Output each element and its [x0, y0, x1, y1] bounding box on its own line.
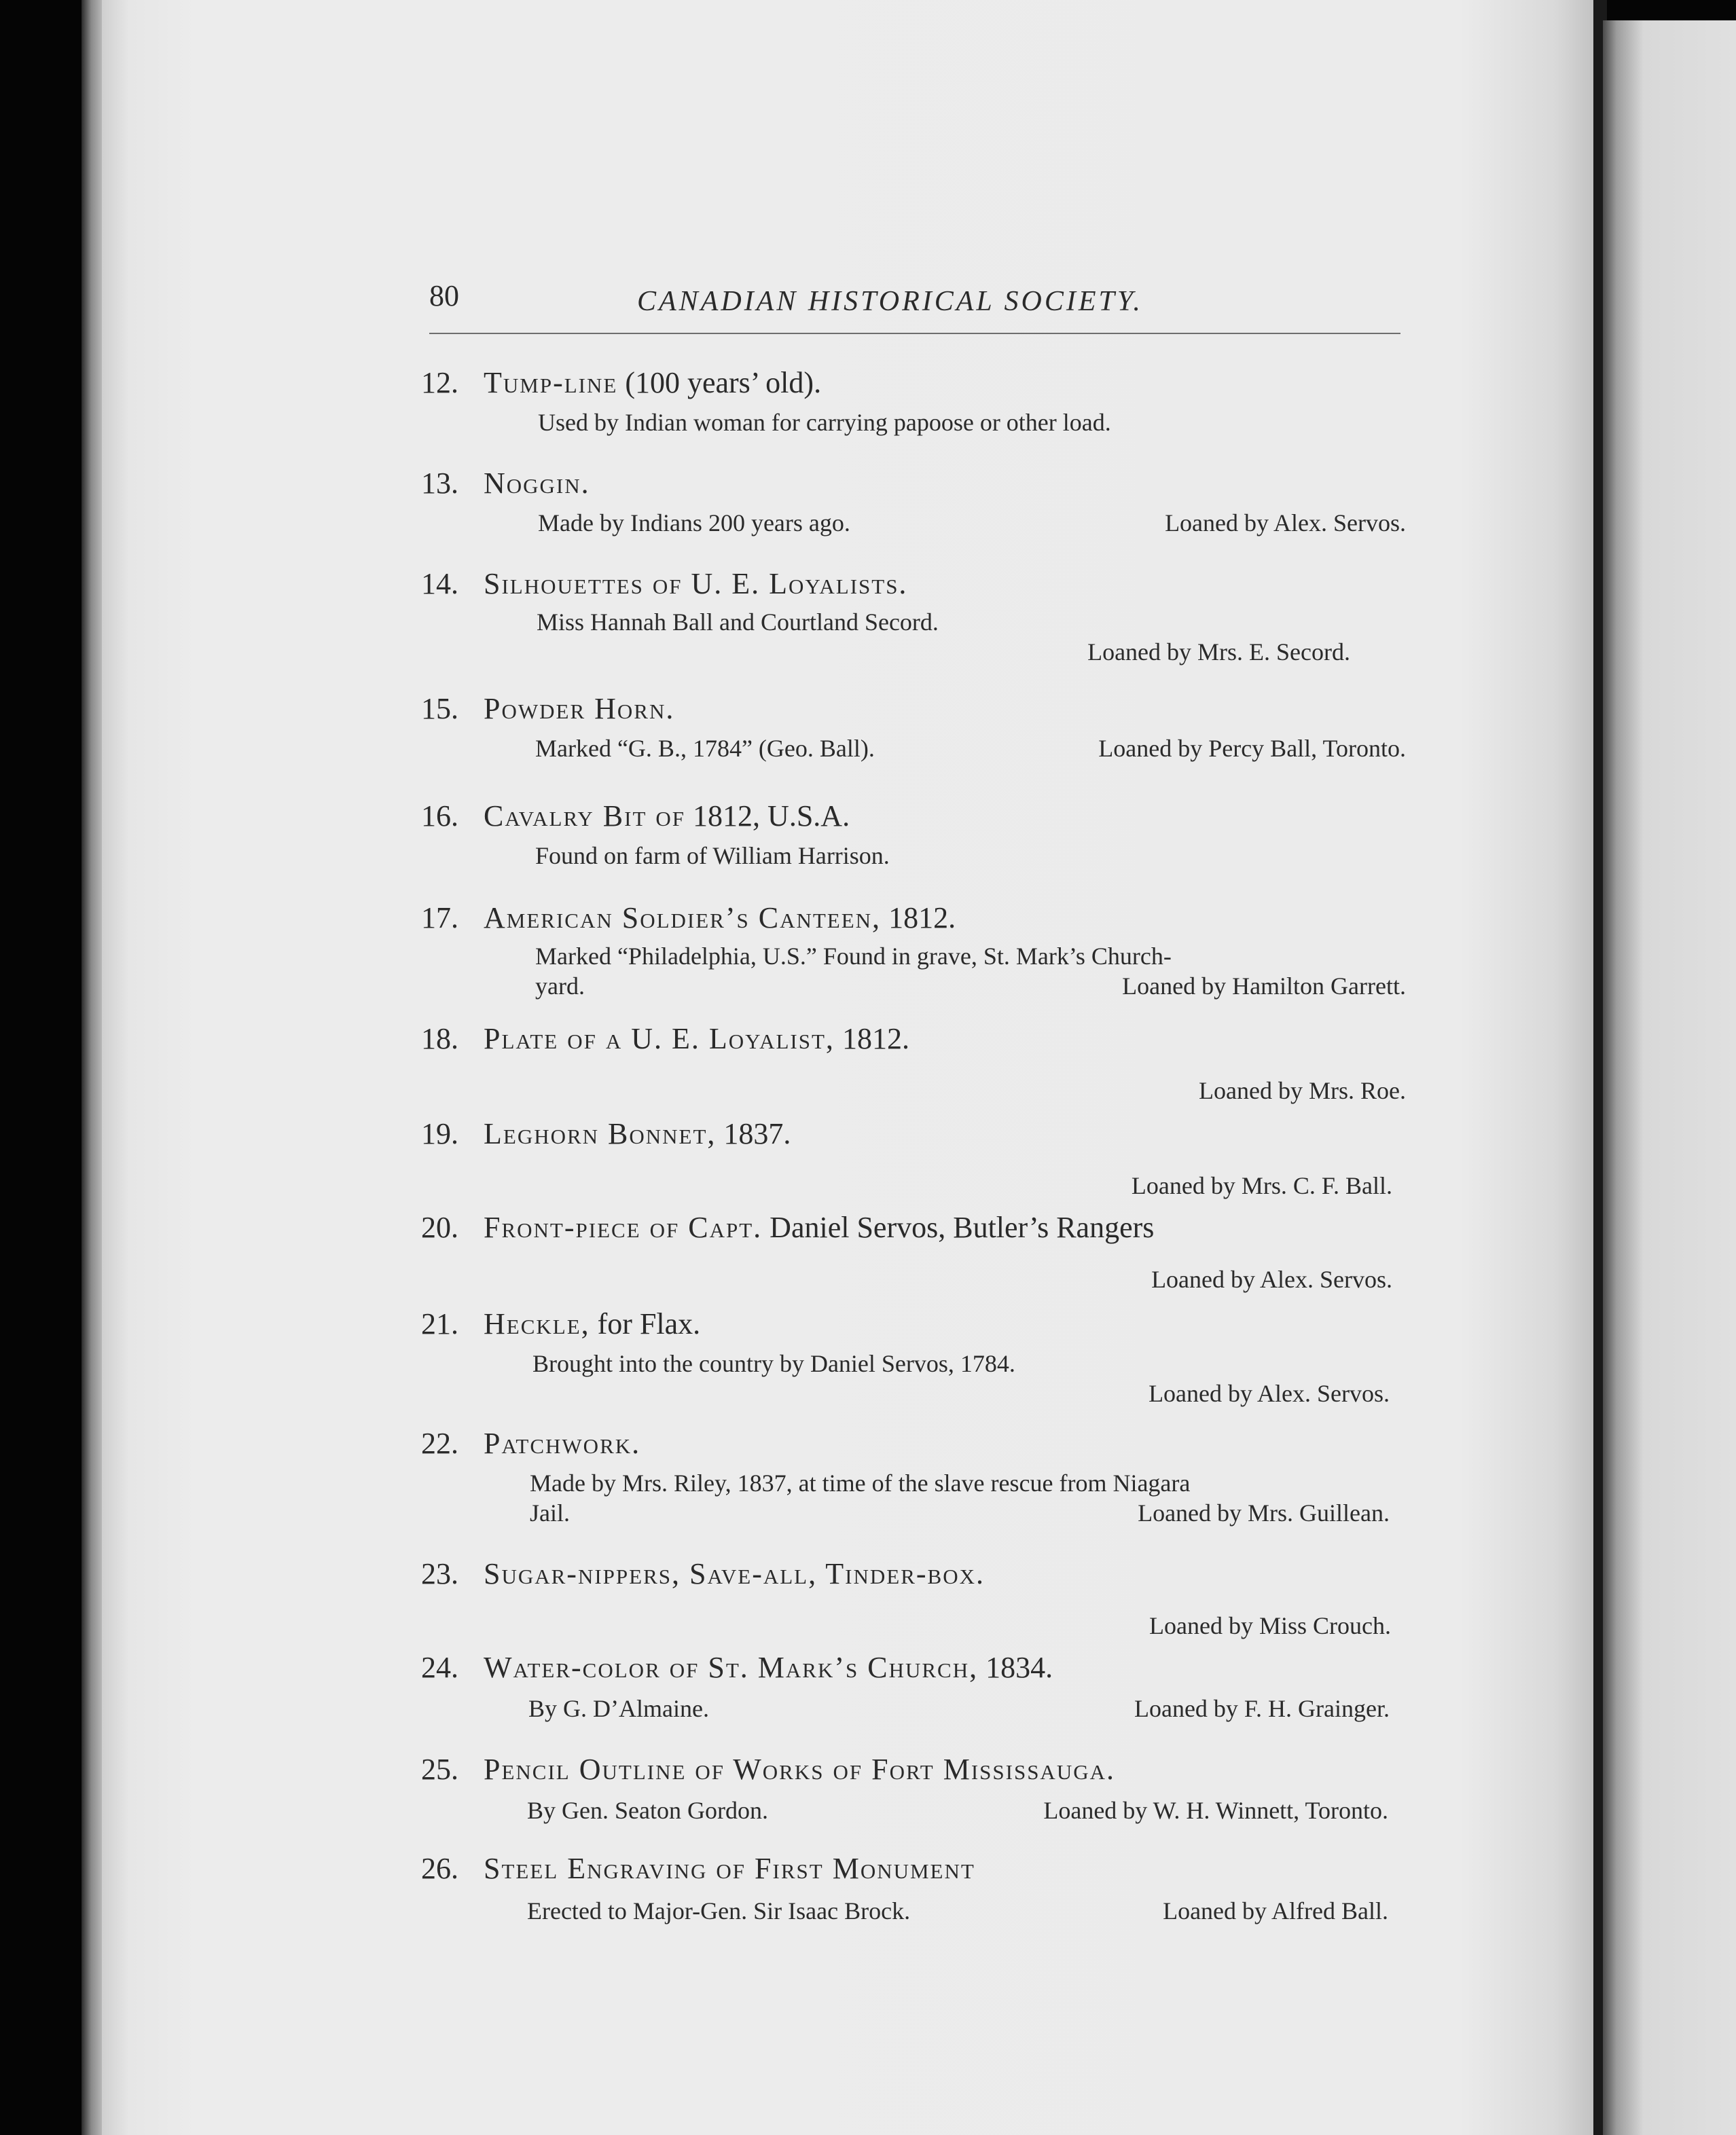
- entry-loaned-by: Loaned by Percy Ball, Toronto.: [1098, 735, 1406, 762]
- entry-description-continued: yard.: [535, 972, 585, 1000]
- entry-number: 26.: [421, 1852, 458, 1885]
- entry-title: [421, 1210, 1406, 1245]
- catalogue-entry-15: [421, 691, 1406, 764]
- entry-number: 16.: [421, 799, 458, 833]
- catalogue-entry-14: [421, 566, 1406, 668]
- entry-loaned-by: Loaned by Hamilton Garrett.: [1122, 972, 1406, 1000]
- entry-title: [421, 900, 1406, 935]
- entry-description: Marked “G. B., 1784” (Geo. Ball).: [535, 735, 875, 762]
- entry-title: [421, 691, 1406, 726]
- entry-number: 23.: [421, 1557, 458, 1590]
- facing-page-edge: [1603, 20, 1736, 2135]
- entry-title: [421, 365, 1406, 400]
- entry-name: Cavalry Bit of: [484, 799, 686, 833]
- entry-number: 14.: [421, 567, 458, 600]
- entry-name: Leghorn Bonnet,: [484, 1117, 717, 1150]
- entry-loaned-by: Loaned by Alex. Servos.: [1149, 1380, 1390, 1407]
- entry-number: 22.: [421, 1427, 458, 1460]
- entry-title: [421, 1021, 1406, 1056]
- entry-name: Water-color of St. Mark’s Church,: [484, 1651, 979, 1684]
- entry-name-rest: 1812.: [834, 1022, 909, 1055]
- entry-description: Miss Hannah Ball and Courtland Secord.: [537, 608, 939, 636]
- entry-name: Pencil Outline of Works of Fort Mississauga.: [484, 1753, 1115, 1786]
- entry-loaned-by: Loaned by F. H. Grainger.: [1134, 1695, 1390, 1722]
- entry-description: Made by Mrs. Riley, 1837, at time of the slave rescue from Niagara: [530, 1470, 1191, 1497]
- entry-name-rest: 1812, U.S.A.: [685, 799, 850, 833]
- catalogue-entry-24: [421, 1650, 1406, 1724]
- entry-number: 15.: [421, 692, 458, 725]
- entry-loaned-by: Loaned by Alex. Servos.: [1151, 1266, 1392, 1293]
- catalogue-entry-17: [421, 900, 1406, 1002]
- entry-name-rest: 1812.: [881, 901, 956, 934]
- entry-name-rest: for Flax.: [590, 1307, 701, 1340]
- entry-description: Found on farm of William Harrison.: [535, 842, 890, 869]
- entry-title: [421, 1556, 1406, 1591]
- entry-name: American Soldier’s Canteen,: [484, 901, 882, 934]
- entry-number: 20.: [421, 1211, 458, 1244]
- entry-number: 19.: [421, 1117, 458, 1150]
- page-header: [429, 278, 1400, 334]
- entry-loaned-by: Loaned by Miss Crouch.: [1149, 1612, 1391, 1639]
- entry-loaned-by: Loaned by Mrs. C. F. Ball.: [1131, 1172, 1392, 1199]
- entry-number: 25.: [421, 1753, 458, 1786]
- entry-title: [421, 799, 1406, 833]
- entry-title: [421, 1851, 1406, 1886]
- entry-name: Front-piece of Capt.: [484, 1211, 763, 1244]
- entry-title: [421, 1307, 1406, 1341]
- entry-name: Silhouettes of U. E. Loyalists.: [484, 567, 908, 600]
- entry-name: Steel Engraving of First Monument: [484, 1852, 975, 1885]
- catalogue-entry-19: [421, 1116, 1406, 1201]
- catalogue-entry-26: [421, 1851, 1406, 1927]
- running-title: CANADIAN HISTORICAL SOCIETY.: [637, 286, 1143, 317]
- catalogue-entry-25: [421, 1752, 1406, 1826]
- entry-title: [421, 466, 1406, 500]
- entry-name: Powder Horn.: [484, 692, 675, 725]
- entry-loaned-by: Loaned by W. H. Winnett, Toronto.: [1043, 1797, 1388, 1824]
- catalogue-entry-13: [421, 466, 1406, 539]
- entry-name-rest: (100 years’ old).: [617, 366, 822, 399]
- entry-number: 21.: [421, 1307, 458, 1340]
- entry-name: Noggin.: [484, 467, 590, 500]
- catalogue-entry-21: [421, 1307, 1406, 1409]
- entry-description: Erected to Major-Gen. Sir Isaac Brock.: [527, 1897, 911, 1924]
- page-number: 80: [429, 279, 459, 312]
- entry-title: [421, 1650, 1406, 1685]
- catalogue-entry-18: [421, 1021, 1406, 1106]
- entry-name-rest: Daniel Servos, Butler’s Rangers: [762, 1211, 1155, 1244]
- entry-description: By Gen. Seaton Gordon.: [527, 1797, 768, 1824]
- catalogue-entry-23: [421, 1556, 1406, 1641]
- entry-loaned-by: Loaned by Mrs. Guillean.: [1138, 1499, 1390, 1527]
- entry-description: Brought into the country by Daniel Servos, 1784.: [532, 1350, 1015, 1377]
- entry-loaned-by: Loaned by Mrs. E. Secord.: [1087, 638, 1350, 665]
- entry-name: Tump-line: [484, 366, 618, 399]
- entry-number: 12.: [421, 366, 458, 399]
- entry-number: 13.: [421, 467, 458, 500]
- entry-title: [421, 1752, 1406, 1787]
- entry-description: Made by Indians 200 years ago.: [538, 509, 850, 536]
- catalogue-entry-16: [421, 799, 1406, 871]
- entry-description: Used by Indian woman for carrying papoose or other load.: [538, 409, 1111, 436]
- entry-name: Heckle,: [484, 1307, 590, 1340]
- entry-number: 24.: [421, 1651, 458, 1684]
- entry-name: Patchwork.: [484, 1427, 641, 1460]
- entry-loaned-by: Loaned by Mrs. Roe.: [1199, 1077, 1406, 1104]
- entry-title: [421, 566, 1406, 601]
- entry-name-rest: 1837.: [716, 1117, 791, 1150]
- entry-description-continued: Jail.: [530, 1499, 570, 1527]
- entry-title: [421, 1426, 1406, 1461]
- entry-loaned-by: Loaned by Alex. Servos.: [1165, 509, 1406, 536]
- entry-title: [421, 1116, 1406, 1151]
- entry-name: Plate of a U. E. Loyalist,: [484, 1022, 835, 1055]
- entry-name-rest: 1834.: [978, 1651, 1053, 1684]
- entry-name: Sugar-nippers, Save-all, Tinder-box.: [484, 1557, 985, 1590]
- entry-description: Marked “Philadelphia, U.S.” Found in grave, St. Mark’s Church-: [535, 943, 1172, 970]
- catalogue-entry-20: [421, 1210, 1406, 1295]
- entry-description: By G. D’Almaine.: [528, 1695, 709, 1722]
- entry-number: 18.: [421, 1022, 458, 1055]
- entry-number: 17.: [421, 901, 458, 934]
- entry-loaned-by: Loaned by Alfred Ball.: [1163, 1897, 1388, 1924]
- catalogue-entry-12: [421, 365, 1406, 438]
- catalogue-entry-22: [421, 1426, 1406, 1529]
